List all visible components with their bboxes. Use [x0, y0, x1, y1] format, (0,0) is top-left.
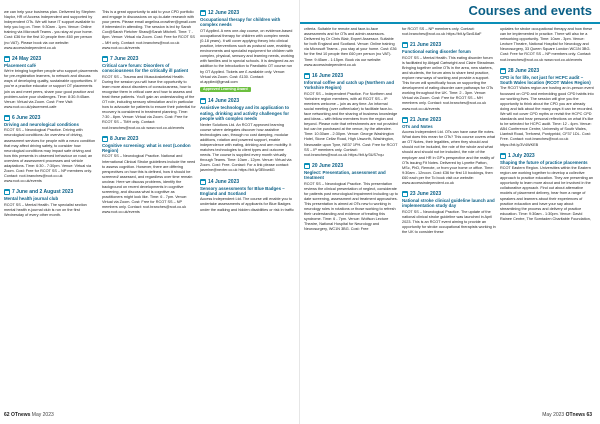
right-column-2	[402, 27, 496, 406]
event-listing	[4, 10, 98, 51]
event-description: RCOT SS – Neurological Practice. Driving with neurological conditions: An overview of driving, assessment services for people with a neuro condition that may affect driving safety, to consider how neurological conditions may impact safe driving and how this presents in observed behaviour on road; an overview of assessment processes and vehicle adaptations. Time: 6:30 - 7:30pm. Venue: Virtual via Zoom. Cost: Free for RCOT SS – NP members only. Contact: rcot.branches@rcot.co.uk www.rcot.co.uk/events	[4, 128, 96, 184]
event-date-row	[200, 10, 294, 16]
event-description: RCOT SS – Neurological Practice. National and International Clinical Stroke guidelines include the need to assess cognition. However, there are differing perspectives on how this is defined, how it should be screened/ assessed, and regardless over time remain unclear. Here we discuss problems, identify the background on recent developments in cognitive screening, and discuss what is cognitive as practitioners might look like. Time: 6 - 7pm. Venue: Virtual via Zoom. Cost: Free for RCOT SS – NP members only. Contact: rcot.branches@rcot.co.uk www.rcot.co.uk/events	[102, 154, 196, 215]
event-description: This is a great opportunity to add to your CPD portfolio and engage in discussions on up-to-date research with your peers. Please email angelina.crowther@gmail.com if interested in attending. The session is led by Sarah Cox@Sarah Fletcher Shaw@Sarah Mitchell. Time: 7 - 8pm. Venue: Virtual via Zoom. Cost: Free for RCOT SS – MH only. Contact: rcot.branches@rcot.co.uk www.rcot.co.uk/events	[102, 10, 196, 50]
event-date: 8 June 2023	[110, 135, 139, 142]
event-description: criteria. Suitable for remote and face-to-face assessments and for OTs and admin assessors. Delivered by Dr Chris Blair, Expert Assessor. Suitable for both England and Scotland. Venue: Online training via Microsoft Teams - you stay at your home. Cost: £36 for the first 10 people then £60 per person (no VAT). Time: 9:45am - 1:15pm. Book via our website: www.accessindependent.co.uk	[304, 27, 397, 67]
event-description: RCOT SS – Neurological Practice. The update of the national clinical stroke guideline was launched in April 2023. This is an RCOT event aiming to provide an opportunity for stroke occupational therapists working in the UK to consider these	[402, 209, 496, 235]
right-column-3	[500, 27, 594, 406]
event-date-row	[4, 56, 98, 62]
event-listing	[4, 56, 98, 110]
event-description: RCOT SS – Independent Practice. For Northern and Yorkshire region members, with all RCOT SS – IP members welcome – join as any time. An informal social meeting (over coffee/cake) to facilitate face-to-face networking and the sharing of business knowledge and ideas – with fellow members from the region and beyond. Please note that refreshments are not provided but can be purchased at the venue, by the attendee. Time: 10:30am - 2:30pm. Venue: George Washington Hotel, Stone Cellar Road, High Usworth, Washington, Newcastle upon Tyne, NE37 1PH. Cost: Free for RCOT SS – IP members only. Contact: rcot.branches@rcot.co.uk https://bit.ly/3US7rqu	[304, 91, 398, 157]
event-date: 21 June 2023	[410, 116, 442, 123]
event-date-row	[304, 163, 398, 169]
right-page	[300, 0, 600, 424]
event-date: 20 June 2023	[312, 162, 344, 169]
event-date-row	[402, 117, 496, 123]
calendar-icon	[4, 56, 10, 62]
calendar-icon	[4, 189, 10, 195]
event-date-row	[102, 136, 196, 142]
event-date-row	[500, 68, 594, 74]
event-description: RCOT SS – Trauma and Musculoskeletal Health. During the session you will have the opportunity to learn more about disorders of consciousness, how to recognise them in critical care and how to assess and treat these patients. You'll gain an understanding of the OT role, including sensory stimulation and in particular how to advocate for patients to ensure their potential for recovery is considered in treatment planning. Time: 7:30 - 8pm. Venue: Virtual via Zoom. Cost: Free for RCOT SS – TMH only. Contact: rcot.branches@rcot.co.uk www.rcot.co.uk/events	[102, 74, 196, 130]
event-title: CPD is for life, not just for HCPC audit – South Wales location (RCOT Wales Region)	[500, 74, 591, 86]
event-title: Placement café	[4, 62, 36, 68]
event-description: Access Independent Ltd. The course will enable you to undertake assessments of applicants for Blue Badges under the walking and hidden disabilities or risk in traffic	[200, 197, 294, 212]
page-number: 62	[4, 412, 10, 418]
calendar-icon	[200, 179, 206, 185]
event-date-row	[4, 189, 98, 195]
event-date: 14 June 2023	[208, 98, 240, 105]
approved-learning-badge: Approved Learning Award	[200, 87, 251, 92]
event-date: 23 June 2023	[410, 191, 442, 198]
event-description: Nexter Solutions Ltd. An RCOT approved learning course where delegates discover how assistive technologies can, through no cost damping, modular additions, rotation and powered support, enable independence with eating, drinking and arm mobility. It matches technologies to client types and outcome needs. The course is supplied every month virtually through Teams. Time: 10am - 12pm. Venue: Virtual via Zoom. Cost: Free. Contact: For a link please contact: jasmine@nexter.co.uk https://bit.ly/3Eiixw6G	[200, 122, 292, 173]
event-listing	[200, 98, 294, 173]
event-listing	[102, 10, 196, 51]
event-description: RCOT Eastern Region. Universities within the Eastern region are working together to develop a collective approach to practice education. They are presenting an opportunity to learn more about and be involved in the collaborative approach. Find out about alternative models of placement delivery, hear from a range of speakers and learners about their experiences of practice education and have your say about streamlining the process and delivery of practice education. Time: 9:30am - 1:30pm. Venue: David Rainee Centre, The Somtaden Charitable Foundation,	[500, 166, 594, 221]
event-date: 7 June 2023	[110, 55, 139, 62]
event-description: OT Applied. A new one-day course, on evidence-based occupational therapy for children with complex needs (0-18 years). It will cover applying theory into clinical practice, interventions such as postural care, enabling environments and specialist equipment for children with complex, physical, sensory and learning needs, working with families and in special schools. It is designed as an addition to the Introduction to Paediatric OT course run by OT Applied. Tickets are £ available only. Venue: Virtual via Zoom. Cost: £130. Contact: ot.applied@gmail.com	[200, 28, 294, 84]
calendar-icon	[200, 10, 206, 16]
event-date-row	[402, 42, 496, 48]
event-description: The RCOT Wales region are hosting an in-person event focussed on CPD and embedding good CPD habits into our working lives. The session will give you the opportunity to think about the CPD you are already doing and talk about the many ways it can be recorded. We will not cover CPD myths or revisit the HCPC CPD standards and hear personal reflections on what it's like to be selected for HCPC audit. Time: 12 - 4pm. Venue: AB4 Conference Centre, University of South Wales, Llantwit Road, Treforest, Pontypridd, CF37 1DL. Cost: Free. Contact: rcot.branches@rcot.co.uk https://bit.ly/3V4WKEB	[500, 86, 594, 147]
page-footer-right	[542, 412, 592, 418]
event-date: 12 June 2023	[208, 10, 240, 16]
event-title: Informal coffee and catch up (Northern and Yorkshire Region)	[304, 79, 395, 91]
event-description: RCOT SS – Mental Health. This eating disorder forum is facilitated by Abigail Cartwright and Claire Steadman. Bringing together online OTs in the area, new starters, and students, the forum aims to share best practice, explore new ways of working and provide a support. This forum will specifically focus on supporting the development of eating disorder care pathways for OTs working throughout the UK. Time: 2 - 3pm. Venue: Virtual via Zoom. Cost: Free for RCOT SS – MH members only. Contact: rcot.branches@rcot.co.uk www.rcot.co.uk/events	[402, 55, 496, 111]
left-column-2	[102, 10, 196, 406]
event-date-row	[304, 73, 398, 79]
section-title: Courses and events	[468, 3, 592, 18]
event-listing	[500, 27, 594, 63]
event-title: Assistive technology and its application to eating, drinking and activity challenges for people with complex needs	[200, 105, 290, 122]
calendar-icon	[200, 98, 206, 104]
event-date: 16 June 2023	[312, 72, 344, 79]
event-listing	[500, 68, 594, 148]
calendar-icon	[402, 42, 408, 48]
event-listing	[200, 179, 294, 213]
event-description: Access Independent Ltd. OTs can have case file notes. What does this mean for OTs? This course covers what an OT Notes, their legalities, when they should and should not be included, the role of the whole and what should and should not be included, the role of the employer and HR in GP's perspective and the reality of OTs issuing Fit Notes. Delivered by Lynette Patton, MSc, PhD, Remote, or from your home or office. Time: 9:30am - 12noon. Cost: £36 for first 10 bookings, then £60 each per the To book visit our website: www.accessindependent.co.uk	[402, 130, 495, 185]
event-date-row	[402, 191, 496, 197]
right-column-1	[304, 27, 398, 406]
calendar-icon	[500, 68, 506, 74]
event-listing	[4, 189, 98, 218]
event-title: Mental health journal club	[4, 196, 59, 202]
event-title: Functional eating disorder forum	[402, 49, 471, 55]
event-listing	[304, 163, 398, 233]
calendar-icon	[402, 117, 408, 123]
event-listing	[402, 42, 496, 111]
calendar-icon	[102, 56, 108, 62]
event-listing	[402, 117, 496, 186]
event-listing	[304, 73, 398, 158]
event-title: Neglect: Presentation, assessment and treatment	[304, 169, 386, 181]
event-description: RCOT SS – Mental Health. The specialist section mental health e-journal club is run on the first Wednesday of every other month.	[4, 202, 87, 217]
page-footer-left	[4, 412, 54, 418]
calendar-icon	[500, 153, 506, 159]
event-date-row	[102, 56, 196, 62]
event-date: 6 June 2023	[12, 114, 41, 121]
event-description: we can help your business plan. Delivered by Stephen Naylor, HR of Access Independent and supported by Independent OTs. We will have IT support available to help you log on. Time: 9:30am - 1pm. Venue: Online training via Microsoft Teams - you stay at your home. Cost: £36 for the first 10 people then £60 per person (no VAT). Please book via our website: www.accessindependent.co.uk	[4, 10, 96, 50]
page-number: 63	[586, 412, 592, 418]
magazine-name: OTnews	[565, 412, 586, 418]
event-date: 21 June 2023	[410, 42, 442, 49]
magazine-name: OTnews	[10, 412, 31, 418]
event-listing	[102, 136, 196, 216]
event-listing	[402, 27, 496, 37]
event-date-row	[200, 179, 294, 185]
event-date: 24 May 2023	[12, 55, 42, 62]
section-banner	[300, 0, 600, 24]
calendar-icon	[304, 163, 310, 169]
calendar-icon	[304, 73, 310, 79]
event-title: OTs and Notes	[402, 123, 433, 129]
event-date-row	[200, 98, 294, 104]
calendar-icon	[102, 136, 108, 142]
event-title: National stroke clinical guideline launch and implementation study day	[402, 198, 495, 209]
event-listing	[304, 27, 398, 68]
event-description: for RCOT SS – NP members only. Contact: rcot.branches@rcot.co.uk https://bit.ly/3zd16aF	[402, 27, 482, 37]
event-listing	[102, 56, 196, 131]
event-title: Critical care forum: Disorders of consciousness for the critically ill patient	[102, 62, 189, 74]
event-title: Shaping the future of practice placements	[500, 159, 588, 165]
left-column-1	[4, 10, 98, 406]
left-column-3	[200, 10, 294, 406]
issue-month: May 2023	[542, 412, 565, 418]
calendar-icon	[402, 191, 408, 197]
event-title: Cognitive screening: what is next (London Region)	[102, 142, 191, 153]
issue-month: May 2023	[31, 412, 54, 418]
event-title: Occupational therapy for children with complex needs	[200, 17, 281, 28]
event-description: We're bringing together people who support placements for pre-registration learners, to network and discuss ways of developing quality, sustainable opportunities. If you're a practice educator or support OT placements join us and meet peers, share your good practice and problem-solve your challenges. Time: 8:30-9:45am. Venue: Virtual via Zoom. Cost: Free Visit: www.rcot.co.uk/placement-cafe	[4, 69, 98, 109]
event-description: RCOT SS – Neurological Practice. This presentation reviews the clinical presentation of neglect, considerate for patients post neurological impairment including up to date screening, assessment and treatment approaches. This presentation is aimed at OTs new to working in neurology roles in rotations or those working to refresh their understanding and evidence of treating this syndrome. Time: 6 - 7pm. Venue: Wolfson Lecture Theatre, National Hospital for Neurology and Neurosurgery, WC1N 3BG. Cost: Free	[304, 181, 398, 232]
event-date: 28 June 2023	[508, 67, 540, 74]
event-listing	[402, 191, 496, 235]
event-description: updates for stroke occupational therapy and how these can be implemented in practice. There will also be a networking opportunity. Time: 10am - 3pm. Venue: Lecture Theatre, National Hospital for Neurology and Neurosurgery, 33 Queen Square London WC1N 3BG. Cost: Free for RCOT SS – NP members only. Contact: rcot.branches@rcot.co.uk www.rcot.co.uk/events	[500, 27, 593, 62]
event-date: 14 June 2023	[208, 178, 240, 185]
event-date-row	[4, 115, 98, 121]
event-date: 7 June and 2 August 2023	[12, 189, 74, 196]
calendar-icon	[4, 115, 10, 121]
event-listing	[200, 10, 294, 93]
event-listing	[4, 115, 98, 184]
event-date-row	[500, 153, 594, 159]
event-date: 1 July 2023	[508, 152, 535, 159]
event-listing	[500, 153, 594, 222]
event-title: Sensory assessments for Blue Badges – England and Scotland	[200, 185, 285, 196]
event-title: Driving and neurological conditions	[4, 121, 79, 127]
